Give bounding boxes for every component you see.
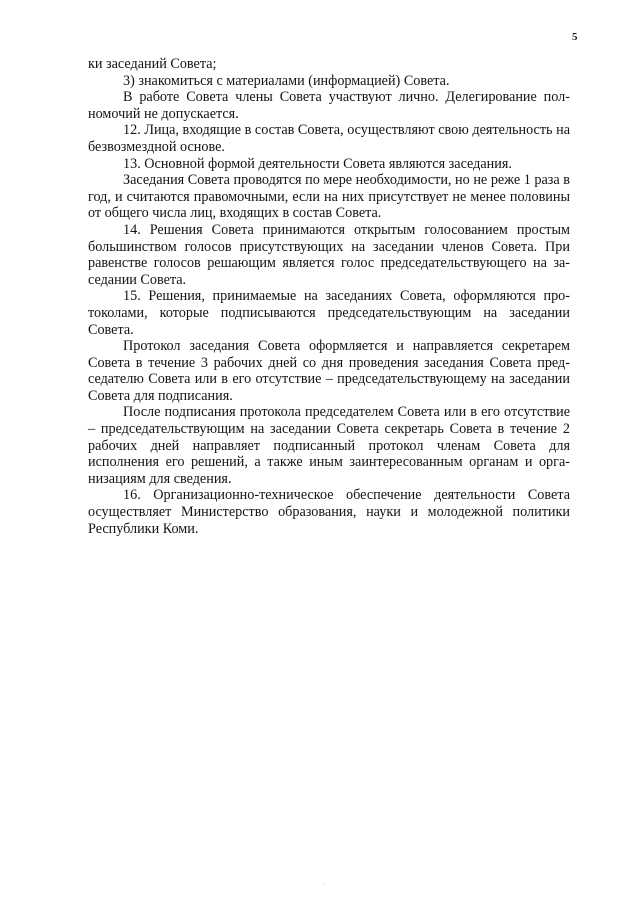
paragraph-protocol-preparation: Протокол заседания Совета оформляется и направляется секретарем Совета в течение 3 рабочих дней со дня проведения заседания Совета председателю Совета или в его отсутствие – председательствующему на заседании Совета для подписания. <box>88 338 570 404</box>
paragraph-meetings-frequency: Заседания Совета проводятся по мере необходимости, но не реже 1 раза в год, и считаются правомочными, если на них присутствует не менее половины от общего числа лиц, входящих в состав Совета. <box>88 172 570 222</box>
paragraph-clause-15: 15. Решения, принимаемые на заседаниях Совета, оформляются протоколами, которые подписываются председательствующим на заседании Совета. <box>88 288 570 338</box>
paragraph-protocol-distribution: После подписания протокола председателем Совета или в его отсутствие – председательствующим на заседании Совета секретарь Совета в течение 2 рабочих дней направляет подписанный протокол членам Совета для исполнения его решений, а также иным заинтересованным органам и организациям для сведения. <box>88 404 570 487</box>
paragraph-right-3: 3) знакомиться с материалами (информацией) Совета. <box>123 72 450 89</box>
paragraph-clause-16: 16. Организационно-техническое обеспечение деятельности Совета осуществляет Министерство образования, науки и молодежной политики Республики Коми. <box>88 487 570 537</box>
paragraph-clause-13: 13. Основной формой деятельности Совета являются заседания. <box>123 155 512 172</box>
paragraph-clause-14: 14. Решения Совета принимаются открытым голосованием простым большинством голосов присутствующих на заседании членов Совета. При равенстве голосов решающим является голос председательствующего на заседании Совета. <box>88 221 570 288</box>
paragraph-clause-12: 12. Лица, входящие в состав Совета, осуществляют свою деятельность на безвозмездной основе. <box>88 122 570 155</box>
scan-speck <box>323 884 324 885</box>
document-body <box>88 56 570 537</box>
paragraph-continuation: ки заседаний Совета; <box>88 56 217 72</box>
paragraph-personal-participation: В работе Совета члены Совета участвуют лично. Делегирование полномочий не допускается. <box>88 89 570 122</box>
page-number: 5 <box>572 31 578 43</box>
